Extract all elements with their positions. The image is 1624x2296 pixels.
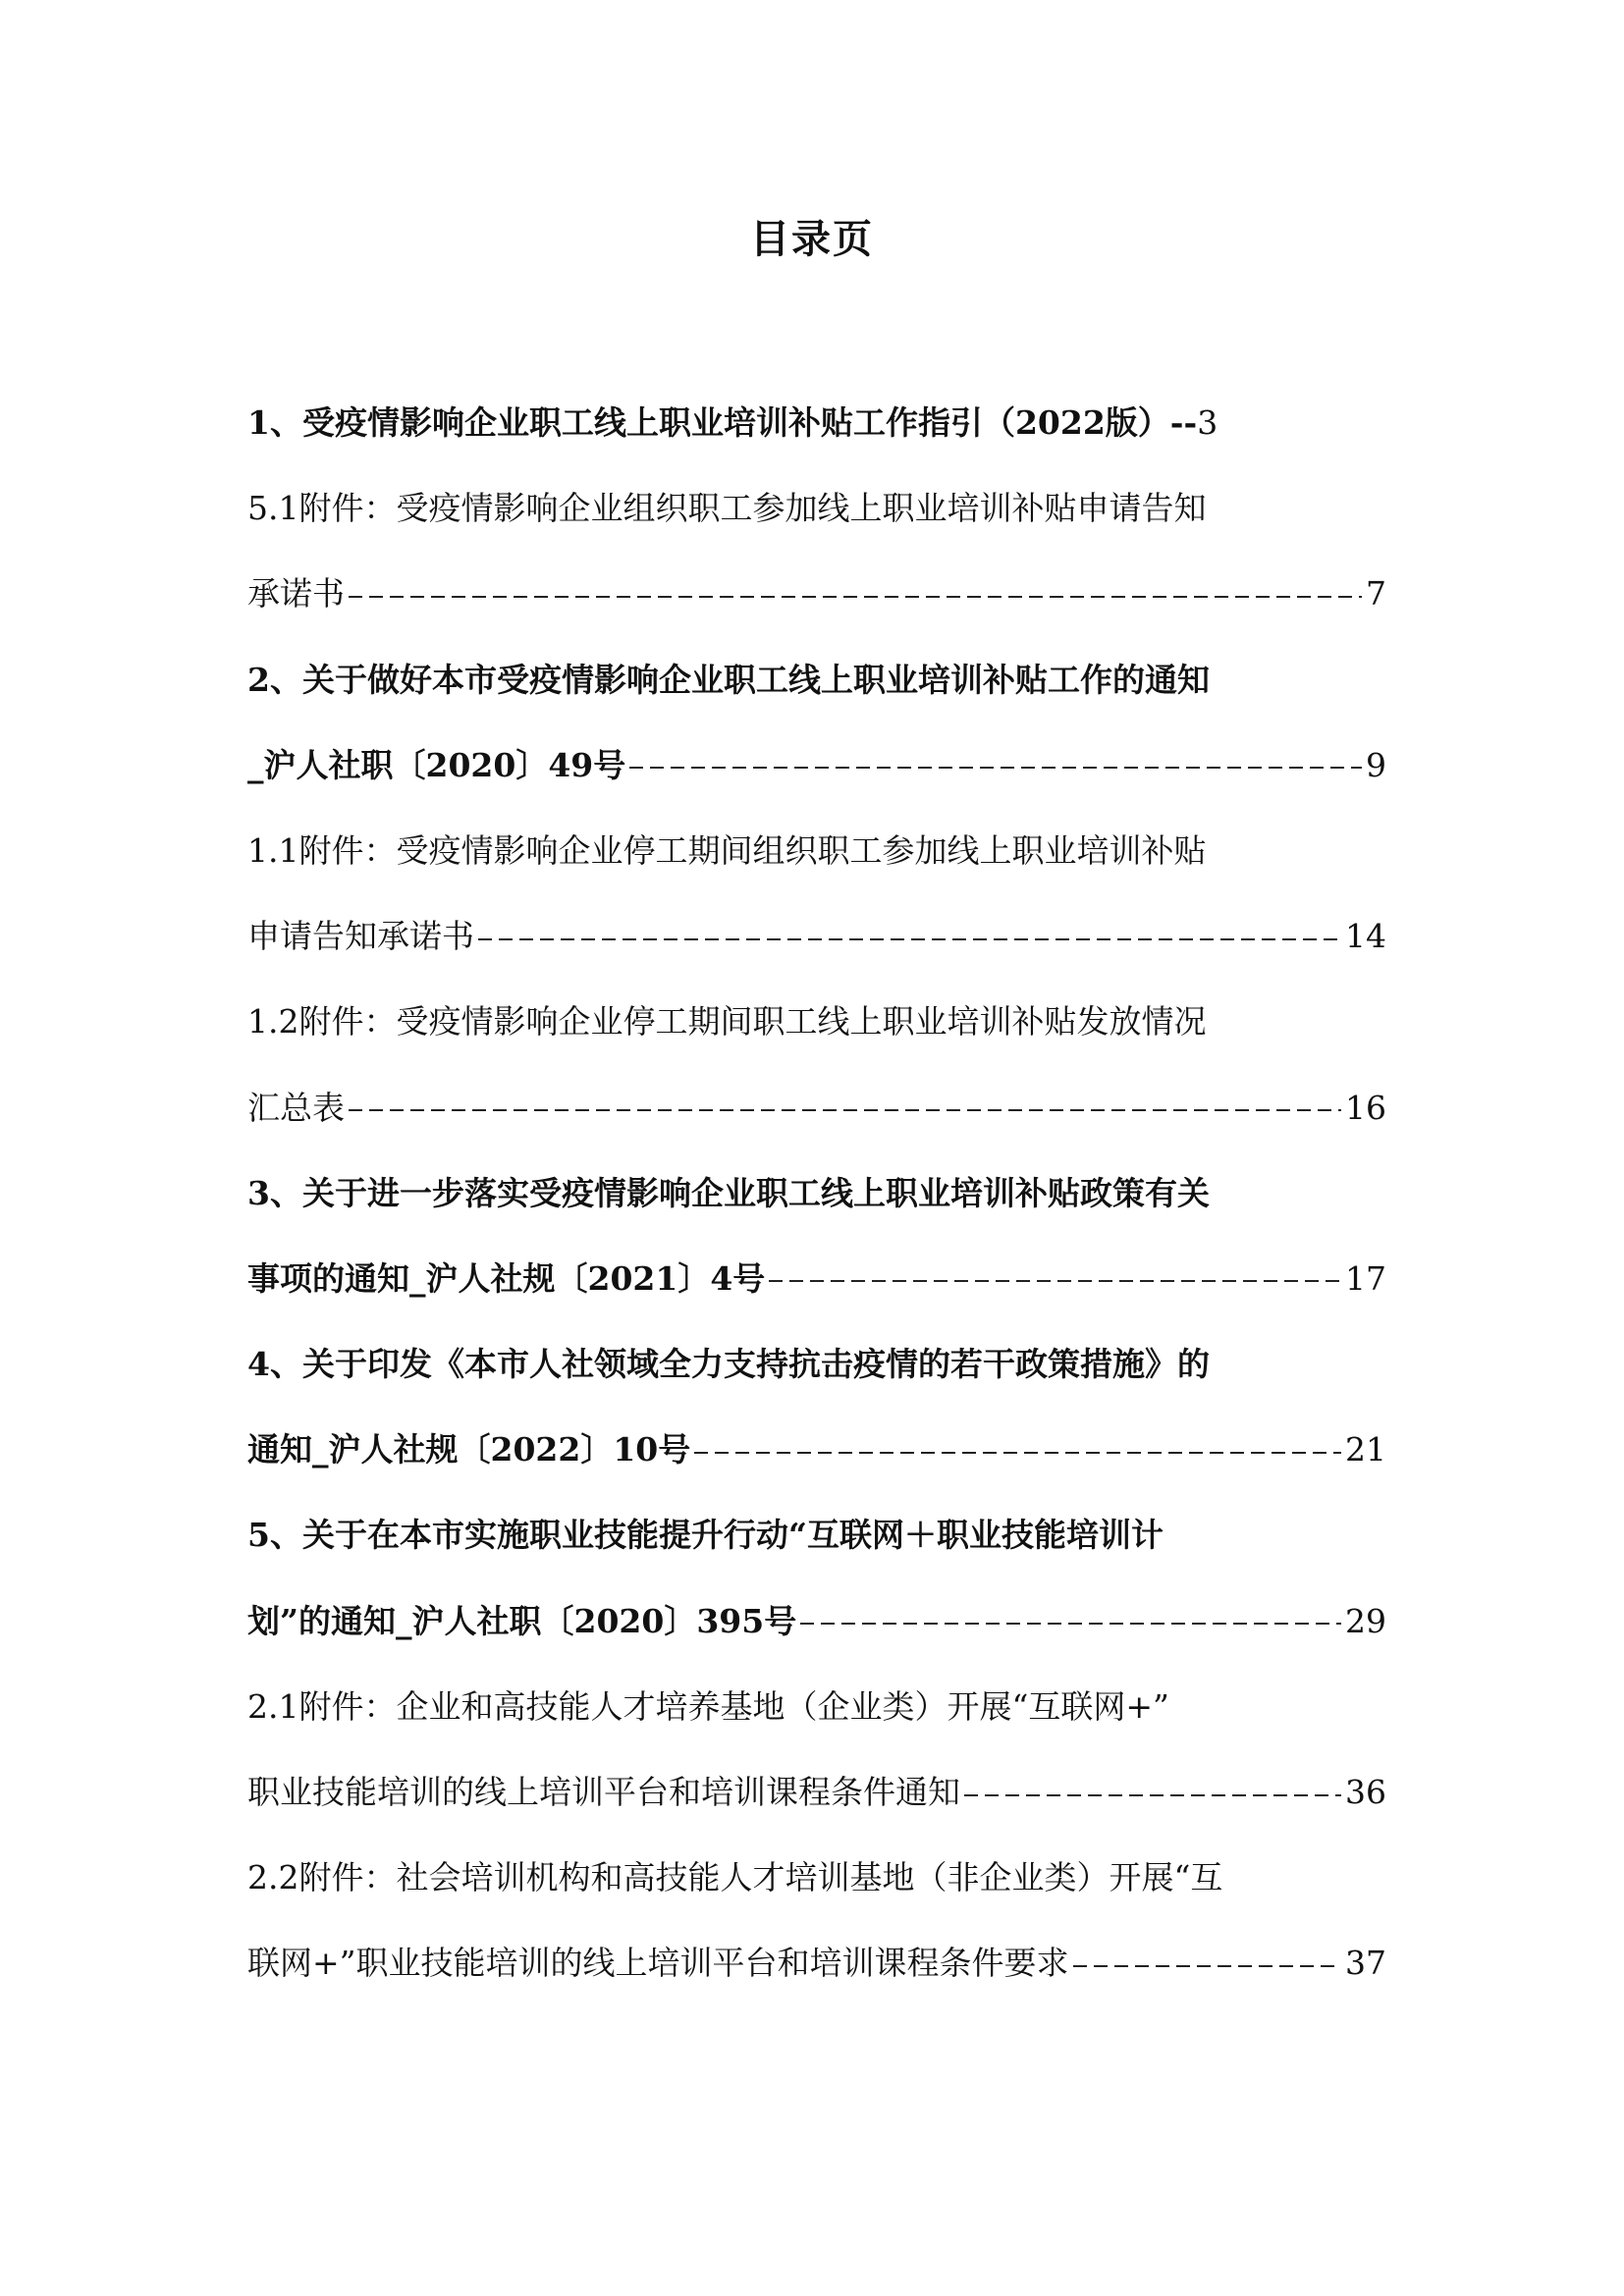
toc-entry-5-line-1[interactable]: [247, 1492, 1386, 1577]
toc-page-number: 9: [1366, 745, 1386, 784]
toc-entry-1-1-line-2[interactable]: [247, 893, 1386, 979]
toc-page-number: 16: [1345, 1088, 1386, 1127]
toc-entry-1[interactable]: [247, 380, 1386, 465]
toc-entry-text: 4、关于印发《本市人社领域全力支持抗击疫情的若干政策措施》的: [247, 1345, 1210, 1384]
page-title: 目录页: [750, 216, 874, 262]
toc-entry-2-1-line-2[interactable]: [247, 1749, 1386, 1835]
toc-entry-text: 事项的通知_沪人社规〔2021〕4号: [247, 1258, 766, 1298]
toc-entry-text: 5、关于在本市实施职业技能提升行动“互联网＋职业技能培训计: [247, 1516, 1164, 1555]
dot-leader: [349, 1109, 1341, 1111]
toc-entry-text: 通知_沪人社规〔2022〕10号: [247, 1430, 691, 1469]
toc-entry-text: 申请告知承诺书: [247, 917, 474, 956]
dot-leader: [629, 767, 1362, 769]
toc-entry-text: 1、受疫情影响企业职工线上职业培训补贴工作指引（2022版）--: [247, 403, 1198, 442]
toc-page-number: 29: [1345, 1601, 1386, 1640]
dot-leader: [1073, 1965, 1341, 1967]
toc-entry-text: _沪人社职〔2020〕49号: [247, 745, 626, 784]
toc-entry-2-2-line-2[interactable]: [247, 1920, 1386, 2005]
dot-leader: [769, 1280, 1341, 1282]
toc-entry-5-1-line-1[interactable]: [247, 465, 1386, 551]
toc-page-number: 3: [1197, 403, 1218, 442]
table-of-contents: [247, 380, 1386, 2006]
toc-entry-2-2-line-1[interactable]: [247, 1835, 1386, 1920]
toc-page-number: 7: [1366, 574, 1386, 614]
toc-page-number: 36: [1345, 1773, 1386, 1811]
toc-entry-1-1-line-1[interactable]: [247, 808, 1386, 893]
toc-entry-5-line-2[interactable]: [247, 1578, 1386, 1664]
toc-entry-3-line-2[interactable]: [247, 1236, 1386, 1321]
toc-page-number: 37: [1345, 1944, 1386, 1983]
toc-entry-1-2-line-1[interactable]: [247, 979, 1386, 1064]
toc-entry-text: 1.1附件：受疫情影响企业停工期间组织职工参加线上职业培训补贴: [247, 830, 1207, 870]
toc-entry-text: 5.1附件：受疫情影响企业组织职工参加线上职业培训补贴申请告知: [247, 489, 1207, 528]
toc-entry-text: 2.2附件：社会培训机构和高技能人才培训基地（非企业类）开展“互: [247, 1858, 1223, 1897]
dot-leader: [964, 1794, 1341, 1796]
toc-entry-5-1-line-2[interactable]: [247, 551, 1386, 636]
toc-entry-text: 2、关于做好本市受疫情影响企业职工线上职业培训补贴工作的通知: [247, 660, 1210, 699]
dot-leader: [349, 596, 1362, 598]
toc-entry-text: 划”的通知_沪人社职〔2020〕395号: [247, 1601, 797, 1640]
toc-entry-text: 职业技能培训的线上培训平台和培训课程条件通知: [247, 1773, 960, 1811]
toc-page-number: 17: [1345, 1258, 1386, 1298]
toc-entry-2-1-line-1[interactable]: [247, 1664, 1386, 1749]
toc-page-number: 21: [1345, 1430, 1386, 1469]
toc-entry-2-line-1[interactable]: [247, 637, 1386, 722]
toc-entry-text: 汇总表: [247, 1088, 345, 1127]
toc-entry-text: 2.1附件：企业和高技能人才培养基地（企业类）开展“互联网+”: [247, 1686, 1169, 1726]
toc-entry-text: 1.2附件：受疫情影响企业停工期间职工线上职业培训补贴发放情况: [247, 1002, 1207, 1041]
toc-page-number: 14: [1345, 917, 1386, 956]
dot-leader: [694, 1452, 1341, 1454]
dot-leader: [800, 1623, 1341, 1625]
toc-entry-2-line-2[interactable]: [247, 722, 1386, 808]
toc-entry-text: 联网+”职业技能培训的线上培训平台和培训课程条件要求: [247, 1944, 1069, 1983]
toc-entry-3-line-1[interactable]: [247, 1150, 1386, 1236]
toc-entry-4-line-2[interactable]: [247, 1407, 1386, 1492]
toc-entry-4-line-1[interactable]: [247, 1321, 1386, 1407]
toc-entry-text: 承诺书: [247, 574, 345, 614]
toc-entry-text: 3、关于进一步落实受疫情影响企业职工线上职业培训补贴政策有关: [247, 1173, 1210, 1212]
dot-leader: [478, 938, 1341, 940]
toc-entry-1-2-line-2[interactable]: [247, 1065, 1386, 1150]
